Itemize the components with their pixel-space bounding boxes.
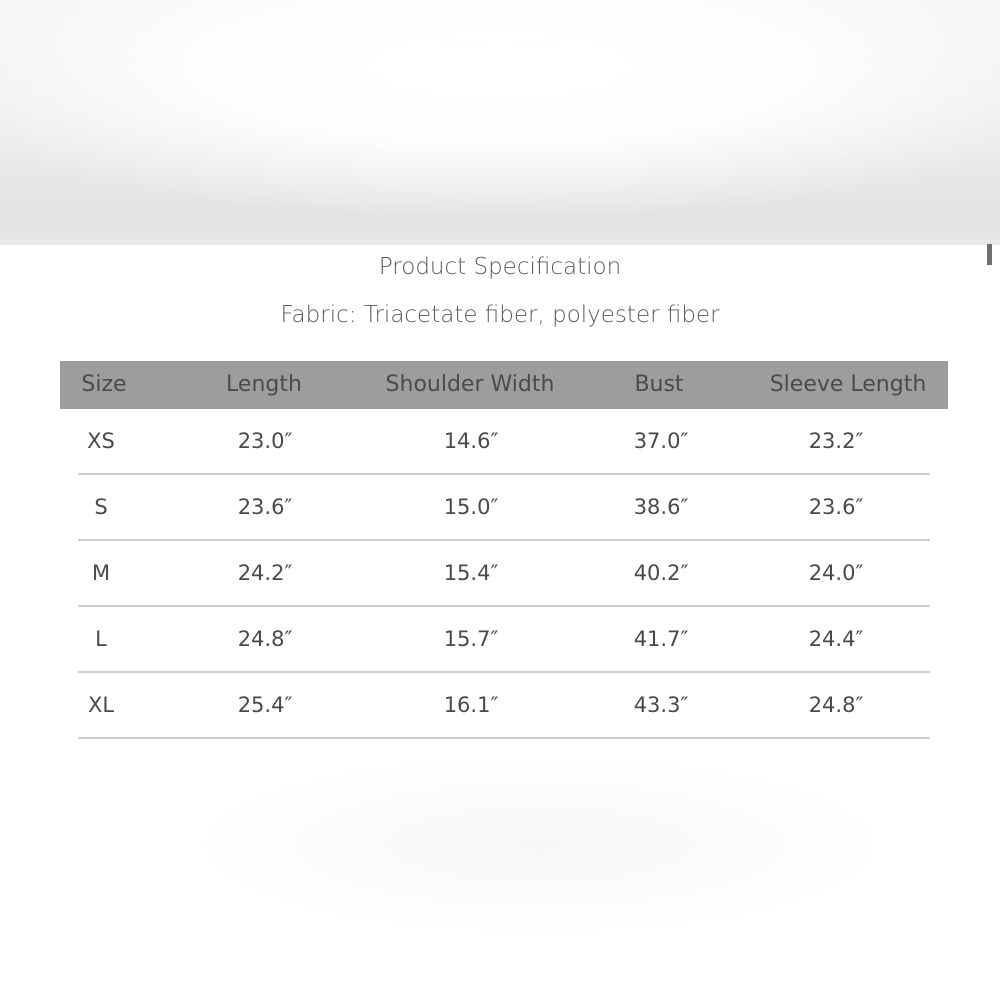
top-background-shade	[0, 0, 1000, 245]
sleeve-length-cell: 24.8″	[808, 693, 864, 717]
length-cell: 23.0″	[237, 429, 293, 453]
bust-cell: 41.7″	[633, 627, 689, 651]
length-cell: 24.2″	[237, 561, 293, 585]
table-header	[60, 361, 948, 409]
size-cell: XS	[87, 429, 115, 453]
bust-cell: 43.3″	[633, 693, 689, 717]
bottom-background-shade	[190, 755, 890, 935]
size-cell: S	[94, 495, 108, 519]
shoulder-width-cell: 15.4″	[443, 561, 499, 585]
table-row	[78, 541, 930, 607]
sleeve-length-cell: 24.0″	[808, 561, 864, 585]
sleeve-length-cell: 23.2″	[808, 429, 864, 453]
shoulder-width-cell: 16.1″	[443, 693, 499, 717]
size-chart-table	[60, 361, 948, 751]
length-cell: 24.8″	[237, 627, 293, 651]
table-row	[78, 673, 930, 739]
bust-cell: 40.2″	[633, 561, 689, 585]
length-cell: 23.6″	[237, 495, 293, 519]
fabric-info: Fabric: Triacetate fiber, polyester fiber	[280, 302, 720, 328]
sleeve-length-cell: 23.6″	[808, 495, 864, 519]
spec-title: Product Specification	[378, 254, 622, 280]
shoulder-width-cell: 14.6″	[443, 429, 499, 453]
header-bust: Bust	[634, 372, 684, 397]
header-length: Length	[226, 372, 302, 397]
shoulder-width-cell: 15.7″	[443, 627, 499, 651]
sleeve-length-cell: 24.4″	[808, 627, 864, 651]
table-row	[78, 475, 930, 541]
shoulder-width-cell: 15.0″	[443, 495, 499, 519]
size-cell: L	[95, 627, 107, 651]
table-row	[78, 607, 930, 673]
size-cell: M	[91, 561, 111, 585]
bust-cell: 38.6″	[633, 495, 689, 519]
table-row	[78, 409, 930, 475]
header-sleeve-length: Sleeve Length	[769, 372, 927, 397]
length-cell: 25.4″	[237, 693, 293, 717]
header-size: Size	[81, 372, 127, 397]
bust-cell: 37.0″	[633, 429, 689, 453]
header-shoulder-width: Shoulder Width	[385, 372, 555, 397]
size-cell: XL	[87, 693, 115, 717]
